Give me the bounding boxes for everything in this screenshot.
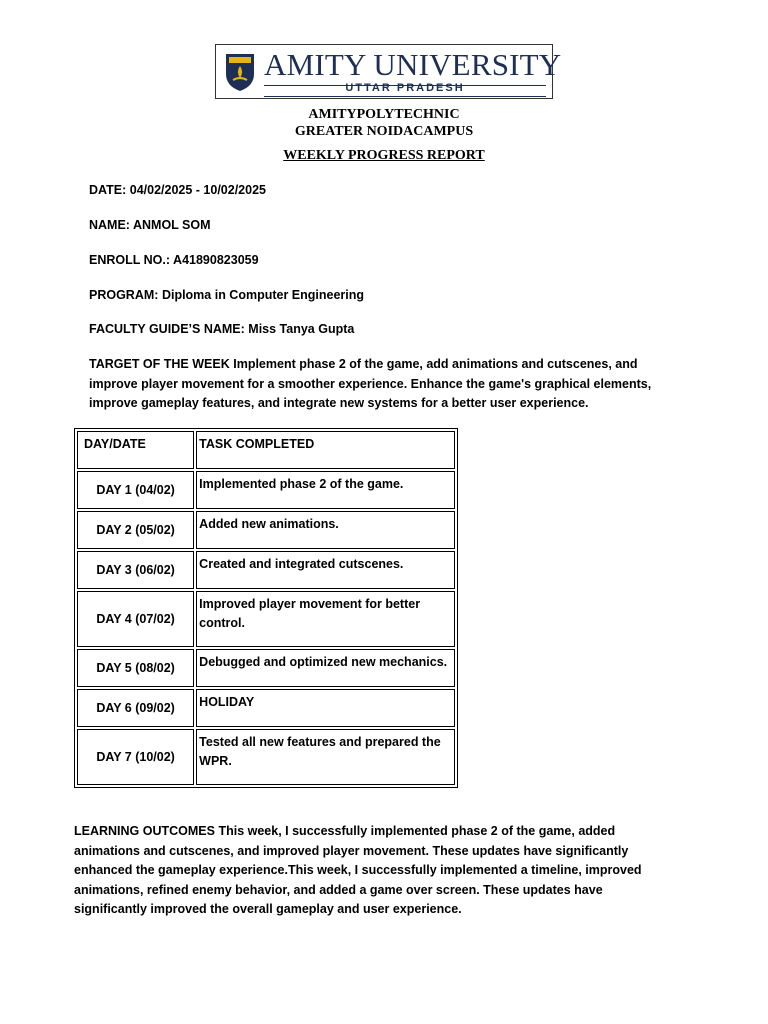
- row-task: Implemented phase 2 of the game.: [196, 471, 455, 509]
- row-task: HOLIDAY: [196, 689, 455, 727]
- row-task: Tested all new features and prepared the WPR.: [196, 729, 455, 785]
- name-field: [89, 217, 211, 233]
- university-crest-icon: [224, 52, 256, 92]
- institute-name: AMITYPOLYTECHNIC: [308, 107, 460, 122]
- progress-table: [74, 428, 458, 788]
- target-of-week: [89, 355, 659, 414]
- row-day: DAY 7 (10/02): [77, 729, 194, 785]
- university-logo: [215, 44, 562, 99]
- header-day-date: DAY/DATE: [77, 431, 194, 469]
- name-label: NAME:: [89, 218, 130, 232]
- learning-outcomes: [74, 822, 654, 920]
- faculty-guide-value: Miss Tanya Gupta: [248, 322, 355, 336]
- table-row: [77, 591, 455, 647]
- campus-name: GREATER NOIDACAMPUS: [294, 124, 474, 139]
- table-row: [77, 511, 455, 549]
- report-title: WEEKLY PROGRESS REPORT: [283, 148, 485, 163]
- row-day: DAY 2 (05/02): [77, 511, 194, 549]
- row-task: Added new animations.: [196, 511, 455, 549]
- target-label: TARGET OF THE WEEK: [89, 357, 230, 371]
- enroll-label: ENROLL NO.:: [89, 253, 171, 267]
- row-task: Debugged and optimized new mechanics.: [196, 649, 455, 687]
- table-row: [77, 649, 455, 687]
- university-name: AMITY UNIVERSITY: [264, 47, 562, 82]
- program-field: [89, 287, 364, 303]
- enroll-value: A41890823059: [173, 253, 259, 267]
- row-day: DAY 5 (08/02): [77, 649, 194, 687]
- row-task: Improved player movement for better control.: [196, 591, 455, 647]
- table-row: [77, 551, 455, 589]
- faculty-guide-field: [89, 321, 354, 337]
- header-task-completed: TASK COMPLETED: [196, 431, 455, 469]
- table-header-row: [77, 431, 455, 469]
- date-label: DATE:: [89, 183, 127, 197]
- date-value: 04/02/2025 - 10/02/2025: [129, 183, 266, 197]
- row-day: DAY 1 (04/02): [77, 471, 194, 509]
- row-day: DAY 6 (09/02): [77, 689, 194, 727]
- program-value: Diploma in Computer Engineering: [161, 288, 365, 302]
- faculty-guide-label: FACULTY GUIDE’S NAME:: [89, 322, 245, 336]
- row-task: Created and integrated cutscenes.: [196, 551, 455, 589]
- row-day: DAY 4 (07/02): [77, 591, 194, 647]
- table-row: [77, 689, 455, 727]
- target-text: Implement phase 2 of the game, add animations and cutscenes, and improve player movement for a smoother experience. Enhance the game's graphical elements, improve gameplay features, and integrate new systems for a better user experience.: [89, 357, 652, 410]
- enroll-field: [89, 252, 259, 268]
- university-subtitle: UTTAR PRADESH: [345, 82, 465, 94]
- table-row: [77, 729, 455, 785]
- outcomes-label: LEARNING OUTCOMES: [74, 824, 215, 838]
- program-label: PROGRAM:: [89, 288, 159, 302]
- logo-rule-bottom: [264, 96, 546, 97]
- table-row: [77, 471, 455, 509]
- name-value: ANMOL SOM: [132, 218, 211, 232]
- row-day: DAY 3 (06/02): [77, 551, 194, 589]
- outcomes-text: This week, I successfully implemented phase 2 of the game, added animations and cutscenes, and improved player movement. These updates have significantly enhanced the gameplay experience.This week, I successfully implemented a timeline, improved animations, refined enemy behavior, and added a game over screen. These updates have significantly improved the overall gameplay and user experience.: [74, 824, 642, 916]
- date-field: [89, 182, 266, 198]
